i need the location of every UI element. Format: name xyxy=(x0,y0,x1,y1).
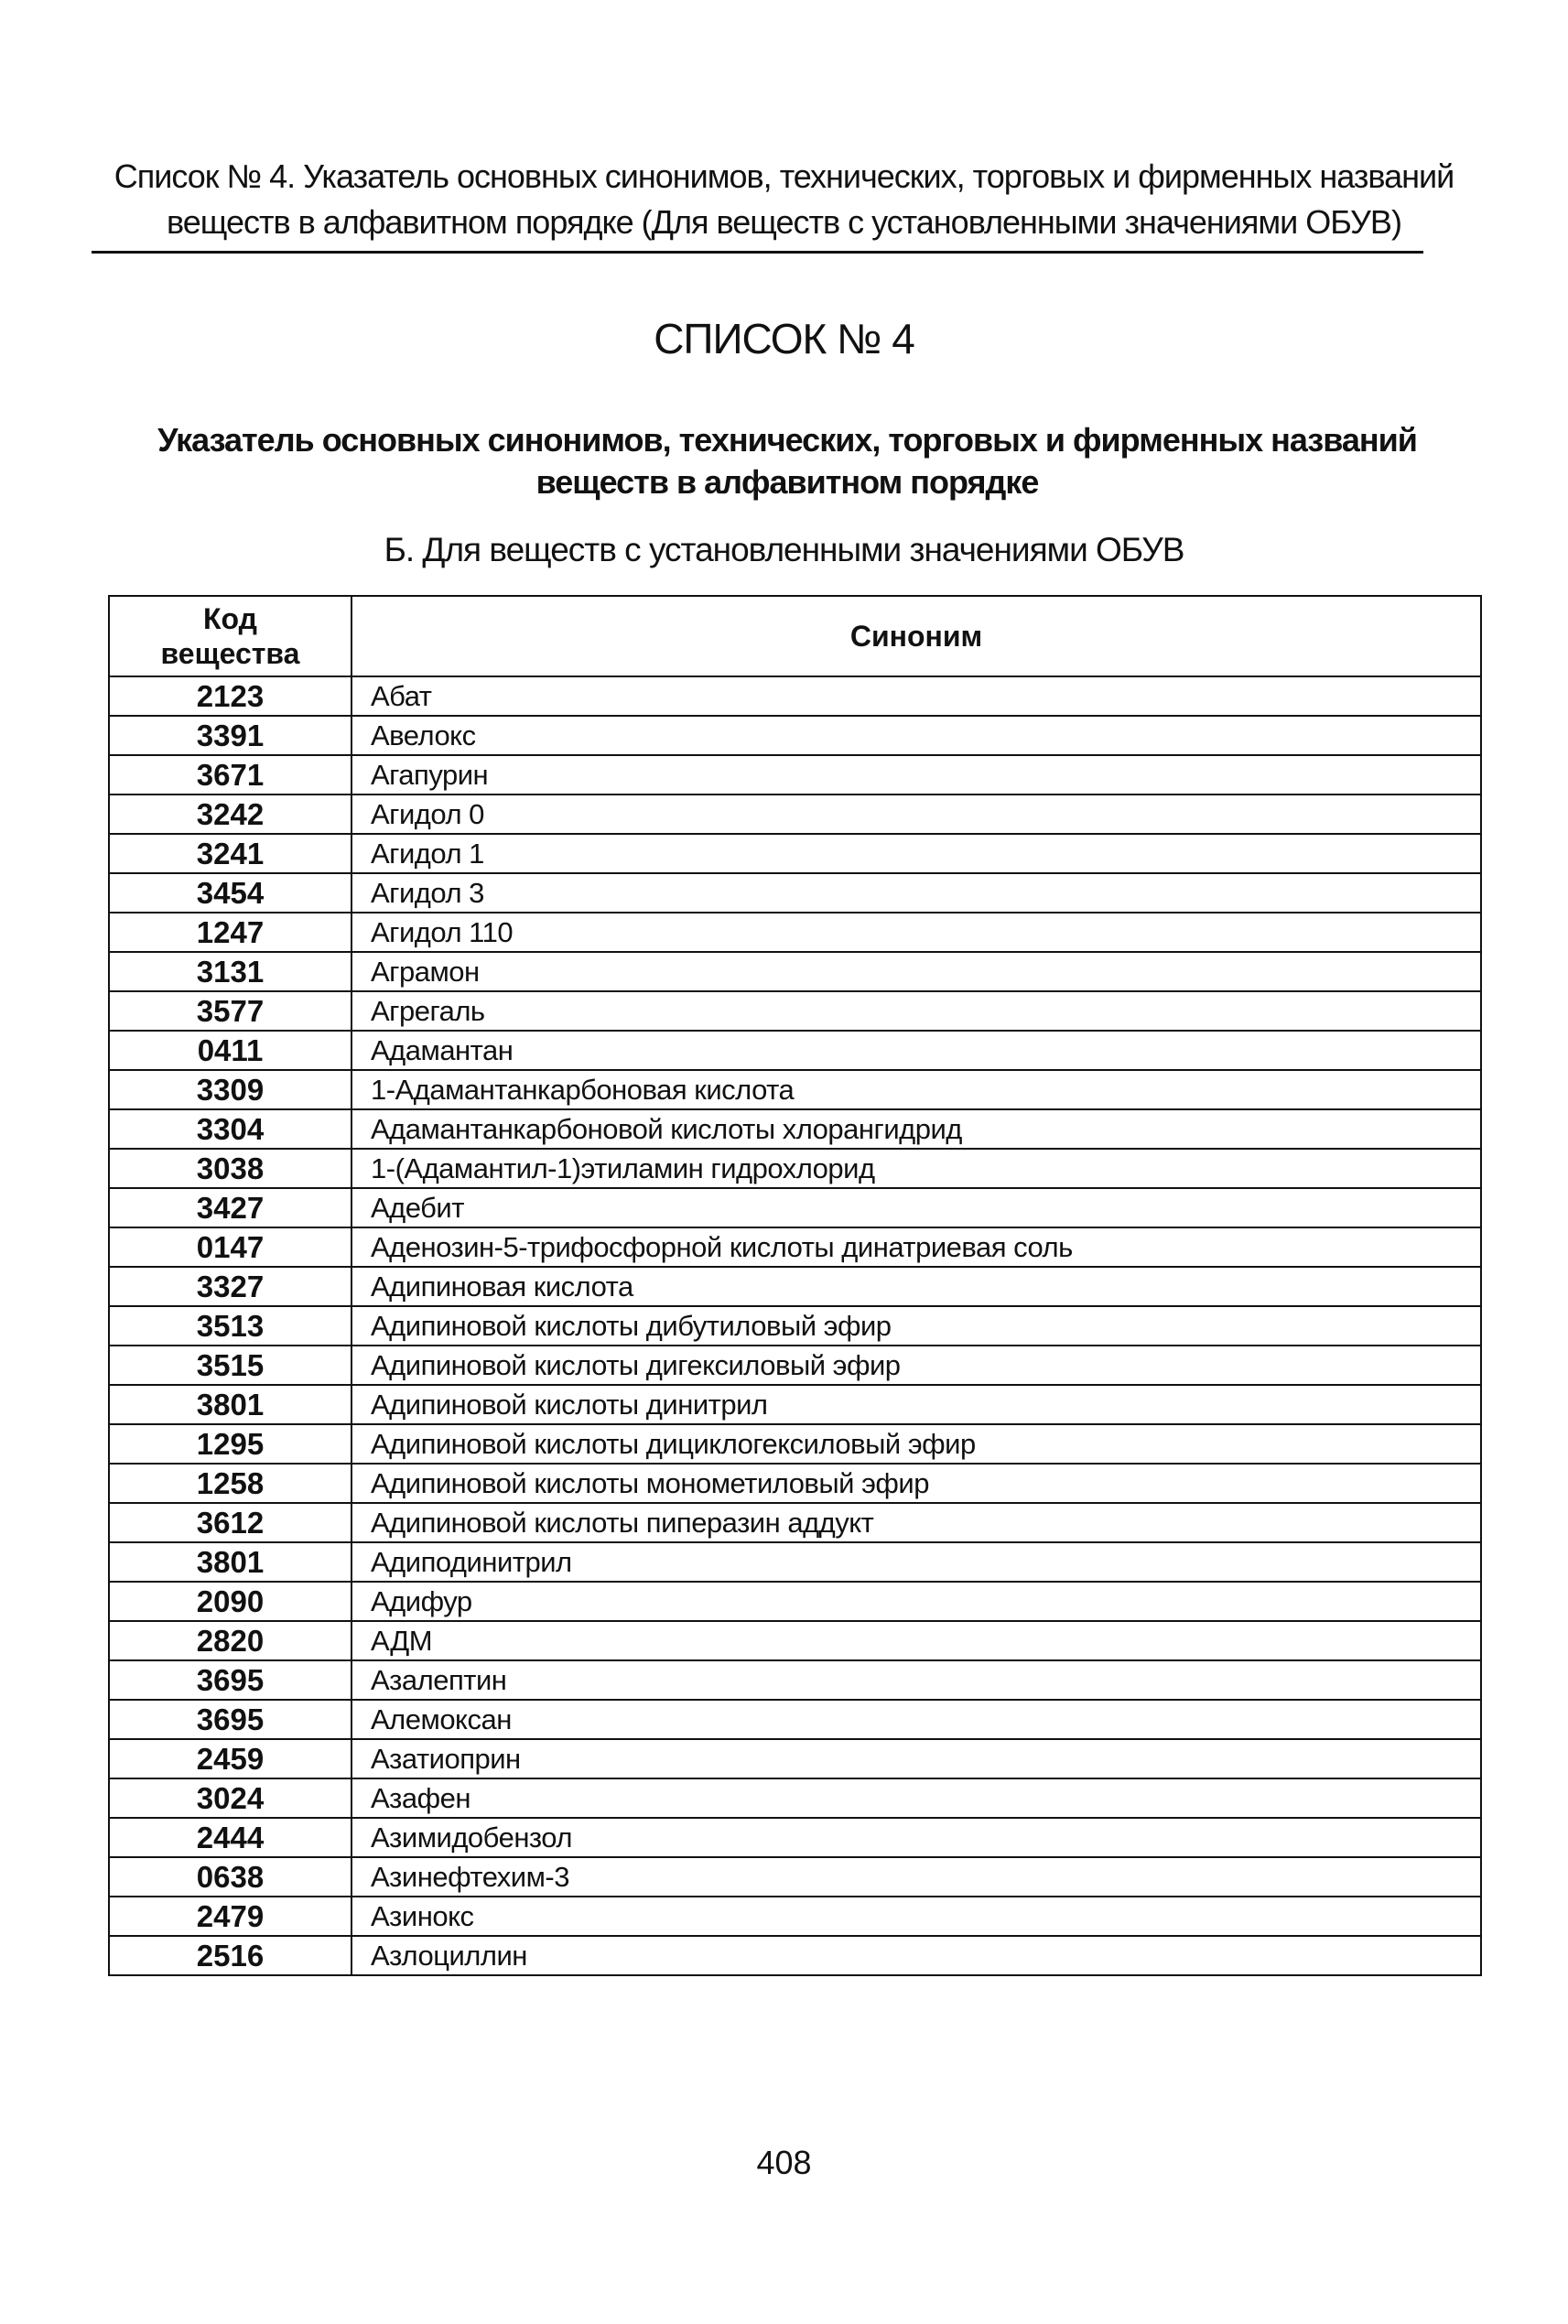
table-row xyxy=(109,716,1481,755)
synonym-cell: Агидол 1 xyxy=(351,834,1481,873)
table-row xyxy=(109,1897,1481,1936)
table-row xyxy=(109,1385,1481,1424)
table-row xyxy=(109,1267,1481,1306)
synonym-cell: Азатиоприн xyxy=(351,1739,1481,1778)
page-title: СПИСОК № 4 xyxy=(654,315,914,362)
table-row xyxy=(109,1464,1481,1503)
substance-code-cell: 2820 xyxy=(109,1621,351,1660)
table-row xyxy=(109,1818,1481,1857)
table-row xyxy=(109,1149,1481,1188)
substance-code-cell: 3327 xyxy=(109,1267,351,1306)
table-row xyxy=(109,1542,1481,1582)
table-row xyxy=(109,1621,1481,1660)
synonym-cell: АДМ xyxy=(351,1621,1481,1660)
table-row xyxy=(109,1188,1481,1227)
substance-code-cell: 3454 xyxy=(109,873,351,913)
synonym-index-table xyxy=(108,595,1482,1976)
table-body xyxy=(109,676,1481,1975)
synonym-cell: Адипиновой кислоты динитрил xyxy=(351,1385,1481,1424)
table-row xyxy=(109,1503,1481,1542)
synonym-cell: Аденозин-5-трифосфорной кислоты динатриевая соль xyxy=(351,1227,1481,1267)
table-header-row xyxy=(109,596,1481,676)
substance-code-cell: 3671 xyxy=(109,755,351,794)
substance-code-cell: 1258 xyxy=(109,1464,351,1503)
table-row xyxy=(109,834,1481,873)
substance-code-cell: 3131 xyxy=(109,952,351,991)
substance-code-cell: 3695 xyxy=(109,1700,351,1739)
substance-code-cell: 3612 xyxy=(109,1503,351,1542)
table-row xyxy=(109,913,1481,952)
synonym-cell: Адифур xyxy=(351,1582,1481,1621)
table-row xyxy=(109,1857,1481,1897)
synonym-cell: Агрегаль xyxy=(351,991,1481,1031)
synonym-cell: Агидол 110 xyxy=(351,913,1481,952)
substance-code-cell: 3241 xyxy=(109,834,351,873)
substance-code-cell: 2090 xyxy=(109,1582,351,1621)
synonym-cell: Адипиновой кислоты дигексиловый эфир xyxy=(351,1346,1481,1385)
table-row xyxy=(109,1936,1481,1975)
section-subtitle-line-1: Указатель основных синонимов, технических, торговых и фирменных названий xyxy=(157,421,1417,459)
synonym-cell: Агидол 0 xyxy=(351,794,1481,834)
table-row xyxy=(109,1700,1481,1739)
synonym-cell: Агидол 3 xyxy=(351,873,1481,913)
substance-code-cell: 2479 xyxy=(109,1897,351,1936)
synonym-cell: Азлоциллин xyxy=(351,1936,1481,1975)
substance-code-cell: 0411 xyxy=(109,1031,351,1070)
table-row xyxy=(109,794,1481,834)
substance-code-cell: 3024 xyxy=(109,1778,351,1818)
code-column-header xyxy=(109,596,351,676)
substance-code-cell: 2123 xyxy=(109,676,351,716)
synonym-cell: Авелокс xyxy=(351,716,1481,755)
substance-code-cell: 3577 xyxy=(109,991,351,1031)
substance-code-cell: 3515 xyxy=(109,1346,351,1385)
substance-code-cell: 3242 xyxy=(109,794,351,834)
table-row xyxy=(109,755,1481,794)
substance-code-cell: 1295 xyxy=(109,1424,351,1464)
table-row xyxy=(109,1306,1481,1346)
page-number: 408 xyxy=(756,2144,812,2181)
substance-code-cell: 3801 xyxy=(109,1542,351,1582)
table-row xyxy=(109,873,1481,913)
table-row xyxy=(109,1739,1481,1778)
synonym-cell: 1-Адамантанкарбоновая кислота xyxy=(351,1070,1481,1109)
synonym-cell: Азалептин xyxy=(351,1660,1481,1700)
table-row xyxy=(109,1346,1481,1385)
running-header-line-1: Список № 4. Указатель основных синонимов, технических, торговых и фирменных названий xyxy=(114,157,1454,195)
synonym-cell: Адипиновая кислота xyxy=(351,1267,1481,1306)
synonym-cell: Агапурин xyxy=(351,755,1481,794)
synonym-cell: Алемоксан xyxy=(351,1700,1481,1739)
synonym-cell: Абат xyxy=(351,676,1481,716)
synonym-cell: Аграмон xyxy=(351,952,1481,991)
table-row xyxy=(109,991,1481,1031)
running-header-line-2: веществ в алфавитном порядке (Для веществ с установленными значениями ОБУВ) xyxy=(167,203,1401,241)
table-row xyxy=(109,1227,1481,1267)
synonym-cell: Адамантан xyxy=(351,1031,1481,1070)
table-row xyxy=(109,1109,1481,1149)
substance-code-cell: 3801 xyxy=(109,1385,351,1424)
substance-code-cell: 2459 xyxy=(109,1739,351,1778)
synonym-column-header: Синоним xyxy=(351,596,1481,676)
substance-code-cell: 3427 xyxy=(109,1188,351,1227)
section-subtitle-line-2: веществ в алфавитном порядке xyxy=(535,463,1039,501)
substance-code-cell: 3513 xyxy=(109,1306,351,1346)
table-row xyxy=(109,1778,1481,1818)
section-subtitle xyxy=(110,419,1465,503)
substance-code-cell: 3391 xyxy=(109,716,351,755)
header-divider xyxy=(92,251,1423,254)
synonym-cell: Азинефтехим-3 xyxy=(351,1857,1481,1897)
synonym-cell: Адебит xyxy=(351,1188,1481,1227)
synonym-cell: Адипиновой кислоты дициклогексиловый эфир xyxy=(351,1424,1481,1464)
synonym-cell: 1-(Адамантил-1)этиламин гидрохлорид xyxy=(351,1149,1481,1188)
code-header-line-1: Код xyxy=(203,602,257,635)
substance-code-cell: 3038 xyxy=(109,1149,351,1188)
substance-code-cell: 0147 xyxy=(109,1227,351,1267)
substance-code-cell: 2444 xyxy=(109,1818,351,1857)
synonym-cell: Азимидобензол xyxy=(351,1818,1481,1857)
substance-code-cell: 3309 xyxy=(109,1070,351,1109)
synonym-cell: Адамантанкарбоновой кислоты хлорангидрид xyxy=(351,1109,1481,1149)
table-row xyxy=(109,1424,1481,1464)
synonym-cell: Азафен xyxy=(351,1778,1481,1818)
substance-code-cell: 2516 xyxy=(109,1936,351,1975)
table-row xyxy=(109,1031,1481,1070)
subsection-heading: Б. Для веществ с установленными значениями ОБУВ xyxy=(384,531,1184,568)
synonym-cell: Адипиновой кислоты монометиловый эфир xyxy=(351,1464,1481,1503)
running-header xyxy=(92,154,1476,245)
code-header-line-2: вещества xyxy=(160,637,300,670)
table-row xyxy=(109,1660,1481,1700)
synonym-cell: Азинокс xyxy=(351,1897,1481,1936)
substance-code-cell: 3695 xyxy=(109,1660,351,1700)
table-row xyxy=(109,952,1481,991)
synonym-cell: Адипиновой кислоты дибутиловый эфир xyxy=(351,1306,1481,1346)
table-row xyxy=(109,1582,1481,1621)
substance-code-cell: 0638 xyxy=(109,1857,351,1897)
synonym-cell: Адипиновой кислоты пиперазин аддукт xyxy=(351,1503,1481,1542)
synonym-cell: Адиподинитрил xyxy=(351,1542,1481,1582)
substance-code-cell: 1247 xyxy=(109,913,351,952)
table-row xyxy=(109,1070,1481,1109)
substance-code-cell: 3304 xyxy=(109,1109,351,1149)
table-row xyxy=(109,676,1481,716)
